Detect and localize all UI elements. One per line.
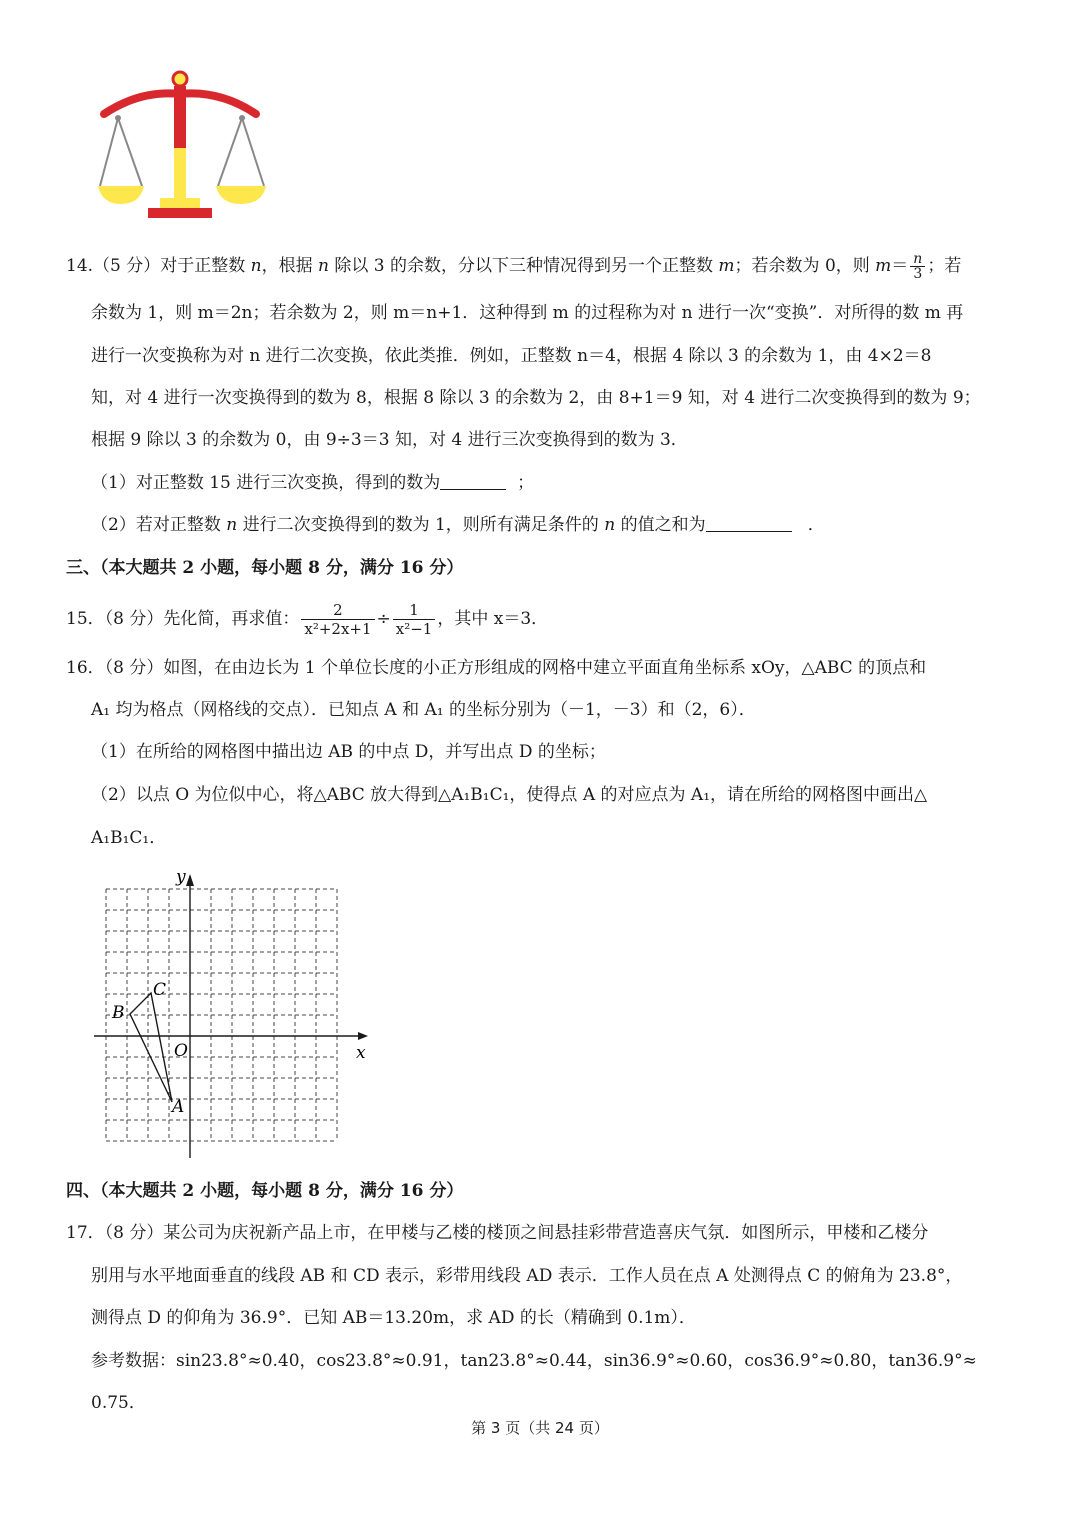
q16-line-2: A₁ 均为格点（网格线的交点）．已知点 A 和 A₁ 的坐标分别为（－1，－3）和（2，6）．	[91, 700, 756, 720]
answer-blank-1[interactable]	[440, 471, 506, 490]
section-3-heading: 三、（本大题共 2 小题，每小题 8 分，满分 16 分）	[66, 558, 464, 578]
q14-line-4: 知，对 4 进行一次变换得到的数为 8，根据 8 除以 3 的余数为 2，由 8+1＝9 知，对 4 进行二次变换得到的数为 9；	[91, 388, 981, 408]
balance-scale-icon	[92, 70, 268, 230]
point-b-label: B	[112, 1003, 125, 1023]
triangle-abc	[130, 993, 172, 1102]
q14-line-1: 14.（5 分）对于正整数 n，根据 n 除以 3 的余数，分以下三种情况得到另一个正整数 m；若余数为 0，则 m＝ $\frac{n}{3}$ ；若	[66, 251, 962, 282]
y-axis-label: y	[176, 867, 186, 887]
q14-line-2: 余数为 1，则 m＝2n；若余数为 2，则 m＝n+1．这种得到 m 的过程称为对 n 进行一次“变换”．对所得的数 m 再	[91, 303, 964, 323]
q17-line-3: 测得点 D 的仰角为 36.9°．已知 AB＝13.20m，求 AD 的长（精确到 0.1m）．	[91, 1308, 696, 1328]
balance-scale-image	[92, 70, 268, 230]
q14-line-3: 进行一次变换称为对 n 进行二次变换，依此类推．例如，正整数 n＝4，根据 4 除以 3 的余数为 1，由 4×2＝8	[91, 346, 932, 366]
fraction-2: $\frac{1}{\text{x²−1}}$	[393, 601, 436, 638]
coordinate-grid	[90, 862, 380, 1162]
section-4-heading: 四、（本大题共 2 小题，每小题 8 分，满分 16 分）	[66, 1181, 464, 1201]
q16-part-1: （1）在所给的网格图中描出边 AB 的中点 D，并写出点 D 的坐标；	[91, 742, 606, 762]
coordinate-grid-figure	[90, 862, 380, 1162]
q16-part-2-cont: A₁B₁C₁．	[91, 828, 167, 848]
point-a-label: A	[172, 1097, 185, 1117]
answer-blank-2[interactable]	[706, 513, 792, 532]
q14-line-5: 根据 9 除以 3 的余数为 0，由 9÷3＝3 知，对 4 进行三次变换得到的数为 3．	[91, 430, 688, 450]
origin-label: O	[174, 1041, 188, 1061]
q17-line-5: 0.75．	[91, 1393, 146, 1413]
fraction-n-over-3: $\frac{n}{3}$	[910, 252, 925, 281]
q17-line-1: 17．（8 分）某公司为庆祝新产品上市，在甲楼与乙楼的楼顶之间悬挂彩带营造喜庆气氛．如图所示，甲楼和乙楼分	[66, 1223, 929, 1243]
q14-part-2: （2）若对正整数 n 进行二次变换得到的数为 1，则所有满足条件的 n 的值之和为 ．	[91, 515, 825, 535]
fraction-1: $\frac{2}{\text{x²+2x+1}}$	[301, 601, 374, 638]
x-axis-arrow-icon	[358, 1032, 368, 1040]
q15-line: 15．（8 分）先化简，再求值： $\frac{2}{\text{x²+2x+1}}$ ÷ $\frac{1}{\text{x²−1}}$ ，其中 x＝3．	[66, 601, 549, 638]
q14-part-1: （1）对正整数 15 进行三次变换，得到的数为 ；	[91, 473, 535, 493]
q16-line-1: 16．（8 分）如图，在由边长为 1 个单位长度的小正方形组成的网格中建立平面直角坐标系 xOy，△ABC 的顶点和	[66, 658, 927, 678]
point-c-label: C	[153, 980, 167, 1000]
q17-line-4: 参考数据：sin23.8°≈0.40，cos23.8°≈0.91，tan23.8°≈0.44，sin36.9°≈0.60，cos36.9°≈0.80，tan36.9°≈	[91, 1351, 977, 1371]
x-axis-label: x	[356, 1043, 366, 1063]
q16-part-2: （2）以点 O 为位似中心，将△ABC 放大得到△A₁B₁C₁，使得点 A 的对应点为 A₁，请在所给的网格图中画出△	[91, 785, 928, 805]
y-axis-arrow-icon	[186, 874, 194, 886]
page-footer: 第 3 页（共 24 页）	[471, 1419, 609, 1437]
q17-line-2: 别用与水平地面垂直的线段 AB 和 CD 表示，彩带用线段 AD 表示．工作人员在点 A 处测得点 C 的俯角为 23.8°，	[91, 1266, 963, 1286]
